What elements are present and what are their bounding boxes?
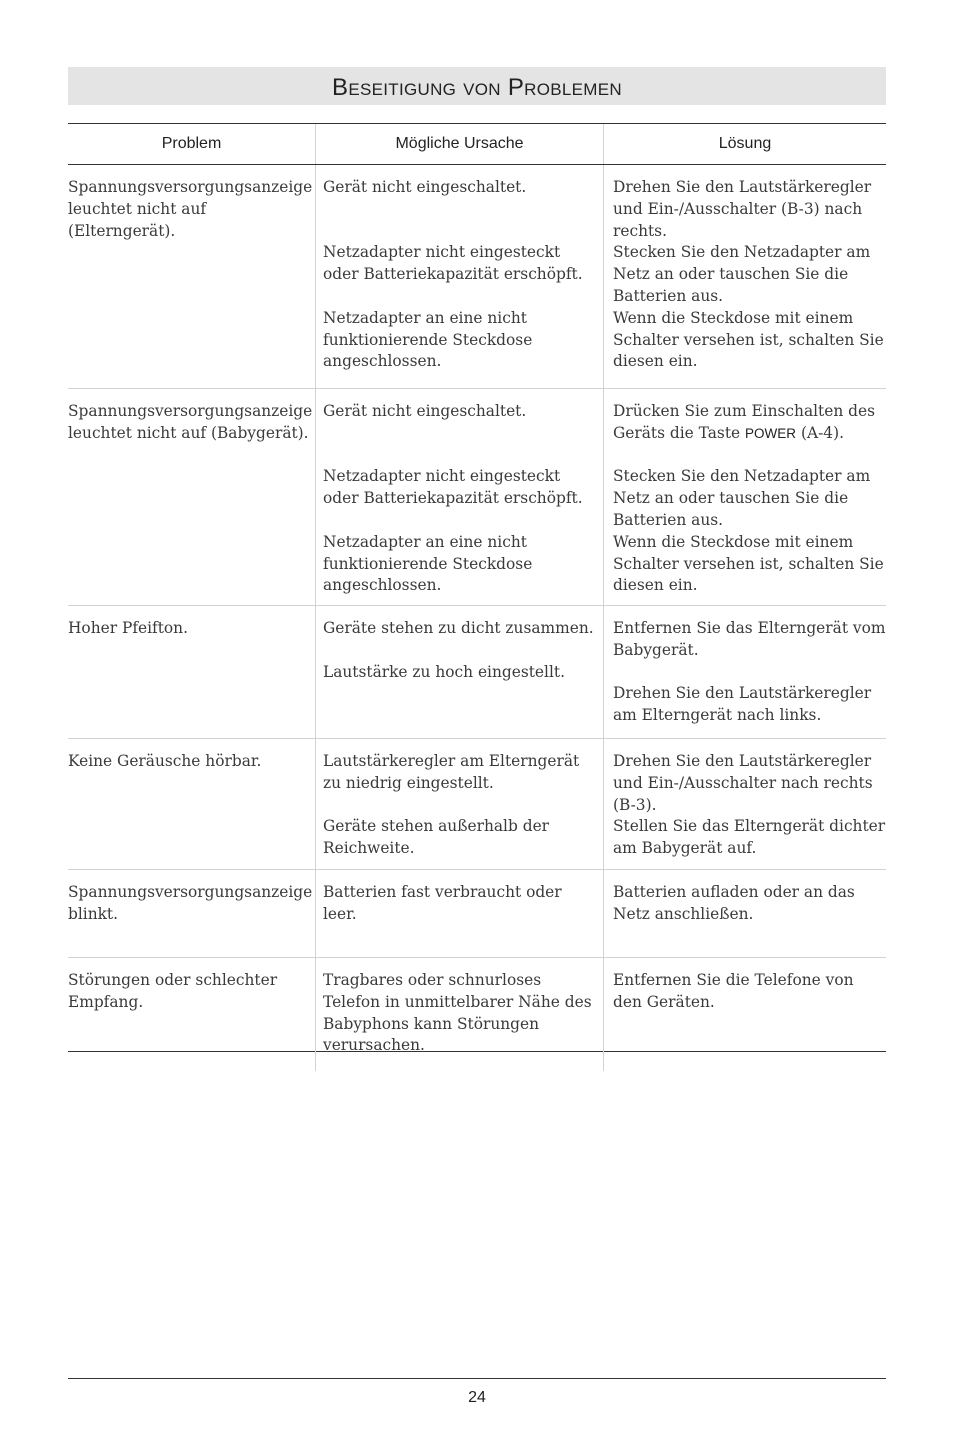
problem-text: Spannungsversorgungsanzeige leuchtet nicht auf (Elterngerät).	[68, 178, 313, 240]
solution-cell	[603, 870, 886, 957]
cause-cell	[315, 165, 603, 388]
cause-cell	[315, 739, 603, 874]
table-row	[68, 739, 886, 870]
title-band	[68, 67, 886, 105]
table-row	[68, 606, 886, 739]
problem-cell	[68, 870, 315, 957]
problem-text: Spannungsversorgungsanzeige blinkt.	[68, 883, 313, 923]
cause-text: Netzadapter nicht eingesteckt oder Batteriekapazität erschöpft.	[323, 243, 583, 284]
header-cause: Mögliche Ursache	[315, 124, 603, 164]
cause-text: Netzadapter nicht eingesteckt oder Batteriekapazität erschöpft.	[323, 467, 583, 508]
header-problem: Problem	[161, 135, 222, 152]
cause-text: Netzadapter an eine nicht funktionierende Steckdose angeschlossen.	[323, 308, 533, 371]
problem-cell	[68, 389, 315, 611]
solution-text: Stellen Sie das Elterngerät dichter am Babygerät auf.	[613, 817, 886, 858]
solution-text: Drehen Sie den Lautstärkeregler und Ein-/Ausschalter (B-3) nach rechts.	[613, 178, 872, 240]
solution-text: Wenn die Steckdose mit einem Schalter versehen ist, schalten Sie diesen ein.	[613, 532, 884, 595]
cause-text: Geräte stehen außerhalb der Reichweite.	[323, 817, 550, 858]
page-title: Beseitigung von Problemen	[332, 74, 622, 101]
table-row	[68, 165, 886, 389]
problem-text: Störungen oder schlechter Empfang.	[68, 971, 278, 1011]
solution-text: Wenn die Steckdose mit einem Schalter versehen ist, schalten Sie diesen ein.	[613, 308, 884, 371]
problem-text: Keine Geräusche hörbar.	[68, 752, 262, 770]
problem-text: Spannungsversorgungsanzeige leuchtet nicht auf (Babygerät).	[68, 402, 313, 442]
cause-cell	[315, 606, 603, 741]
page-number: 24	[468, 1389, 486, 1406]
table-row	[68, 870, 886, 958]
solution-cell	[603, 606, 886, 741]
solution-text: Stecken Sie den Netzadapter am Netz an oder tauschen Sie die Batterien aus.	[613, 243, 871, 305]
solution-text: Stecken Sie den Netzadapter am Netz an oder tauschen Sie die Batterien aus.	[613, 467, 871, 529]
solution-text: Drehen Sie den Lautstärkeregler am Elterngerät nach links.	[613, 684, 872, 725]
cause-text: Gerät nicht eingeschaltet.	[323, 178, 527, 196]
problem-cell	[68, 958, 315, 1071]
cause-text: Lautstärke zu hoch eingestellt.	[323, 662, 565, 681]
cause-cell	[315, 870, 603, 957]
cause-text: Geräte stehen zu dicht zusammen.	[323, 619, 594, 637]
cause-text: Gerät nicht eingeschaltet.	[323, 402, 527, 420]
cause-text: Tragbares oder schnurloses Telefon in unmittelbarer Nähe des Babyphons kann Störungen verursachen.	[323, 971, 592, 1055]
solution-text: Drehen Sie den Lautstärkeregler und Ein-/Ausschalter nach rechts (B-3).	[613, 752, 873, 814]
troubleshooting-table	[68, 123, 886, 1055]
solution-cell	[603, 389, 886, 611]
solution-text: Entfernen Sie das Elterngerät vom Babygerät.	[613, 619, 886, 659]
solution-text: Drücken Sie zum Einschalten des Geräts die Taste POWER (A-4).	[613, 402, 875, 442]
problem-cell	[68, 739, 315, 874]
table-row	[68, 958, 886, 1055]
footer-divider	[68, 1378, 886, 1379]
cause-text: Lautstärkeregler am Elterngerät zu niedrig eingestellt.	[323, 752, 580, 792]
solution-cell	[603, 165, 886, 388]
solution-cell	[603, 739, 886, 874]
solution-cell	[603, 958, 886, 1071]
table-header-row	[68, 124, 886, 165]
power-key-label: POWER	[745, 425, 797, 441]
cause-cell	[315, 389, 603, 611]
solution-text: Batterien aufladen oder an das Netz anschließen.	[613, 883, 855, 923]
problem-cell	[68, 606, 315, 741]
problem-text: Hoher Pfeifton.	[68, 619, 188, 637]
solution-text: Entfernen Sie die Telefone von den Geräten.	[613, 971, 854, 1011]
header-solution: Lösung	[603, 124, 886, 164]
table-row	[68, 389, 886, 606]
cause-cell	[315, 958, 603, 1071]
cause-text: Batterien fast verbraucht oder leer.	[323, 883, 562, 923]
cause-text: Netzadapter an eine nicht funktionierende Steckdose angeschlossen.	[323, 532, 533, 595]
problem-cell	[68, 165, 315, 388]
